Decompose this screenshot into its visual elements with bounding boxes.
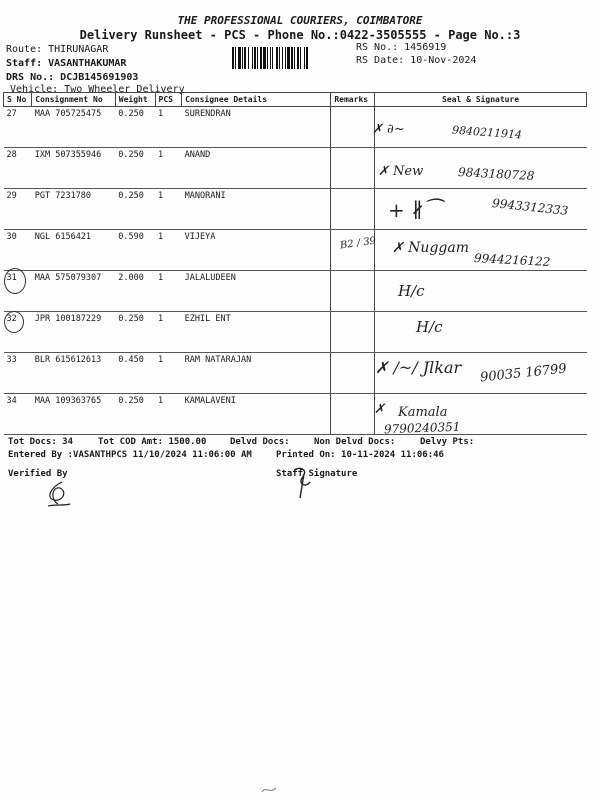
cell-weight: 0.250: [115, 148, 155, 189]
cell-consignee: RAM NATARAJAN: [182, 353, 331, 394]
stray-mark: [258, 782, 282, 796]
cell-pcs: 1: [155, 312, 182, 353]
handwritten-signature: H/c: [398, 282, 425, 300]
handwritten-phone: 9790240351: [383, 419, 461, 437]
cell-pcs: 1: [155, 271, 182, 312]
cell-consignment: IXM 507355946: [32, 148, 116, 189]
handwritten-phone: 90035 16799: [479, 361, 568, 386]
staff-signature-mark: [288, 464, 318, 500]
cell-sno: 29: [4, 189, 32, 230]
route-label: Route: THIRUNAGAR: [6, 44, 109, 55]
cell-pcs: 1: [155, 353, 182, 394]
cell-consignee: MANORANI: [182, 189, 331, 230]
cell-sno: 32: [4, 312, 32, 353]
cell-weight: 0.250: [115, 189, 155, 230]
handwritten-phone: 9944216122: [473, 251, 551, 269]
cell-remarks: [331, 353, 375, 394]
cell-weight: 0.450: [115, 353, 155, 394]
cell-consignee: KAMALAVENI: [182, 394, 331, 435]
staff-signature-label: Staff Signature: [276, 469, 358, 479]
col-header-consignment: Consignment No: [32, 93, 116, 107]
cell-pcs: 1: [155, 148, 182, 189]
cell-sno: 30: [4, 230, 32, 271]
cell-sno: 33: [4, 353, 32, 394]
handwritten-signature: ✗ Nuggam: [392, 240, 469, 256]
cell-remarks: [331, 394, 375, 435]
cell-sno: 31: [4, 271, 32, 312]
cell-consignee: EZHIL ENT: [182, 312, 331, 353]
printed-on: Printed On: 10-11-2024 11:06:46: [276, 450, 444, 460]
col-header-pcs: PCS: [155, 93, 182, 107]
drs-label: DRS No.: DCJB145691903: [6, 72, 139, 83]
cell-consignee: SURENDRAN: [182, 107, 331, 148]
cell-weight: 0.250: [115, 394, 155, 435]
col-header-consignee: Consignee Details: [182, 93, 331, 107]
company-title: THE PROFESSIONAL COURIERS, COIMBATORE: [177, 14, 423, 27]
table-header-row: [4, 93, 587, 107]
total-docs: Tot Docs: 34: [8, 437, 74, 447]
col-header-weight: Weight: [115, 93, 155, 107]
cell-signature: [375, 312, 587, 353]
rs-date: RS Date: 10-Nov-2024: [356, 55, 477, 66]
handwritten-signature: ✗ /~/ Jlkar: [375, 358, 462, 377]
cell-weight: 0.250: [115, 107, 155, 148]
table-row: [4, 271, 587, 312]
cell-consignee: VIJEYA: [182, 230, 331, 271]
cell-consignee: JALALUDEEN: [182, 271, 331, 312]
cell-remarks: [331, 107, 375, 148]
vehicle-label: Vehicle: Two Wheeler Delivery: [10, 84, 185, 95]
cell-weight: 0.590: [115, 230, 155, 271]
handwritten-phone: 9840211914: [451, 123, 523, 142]
col-header-sno: S No: [4, 93, 32, 107]
cell-consignment: JPR 100187229: [32, 312, 116, 353]
cell-pcs: 1: [155, 230, 182, 271]
table-row: [4, 394, 587, 435]
non-delivered-docs: Non Delvd Docs:: [314, 437, 396, 447]
cell-sno: 28: [4, 148, 32, 189]
cell-weight: 0.250: [115, 312, 155, 353]
handwritten-signature: ✗: [374, 402, 385, 417]
cell-consignment: BLR 615612613: [32, 353, 116, 394]
cell-consignee: ANAND: [182, 148, 331, 189]
handwritten-phone: 9843180728: [457, 165, 535, 183]
cell-sno: 27: [4, 107, 32, 148]
delivered-docs: Delvd Docs:: [230, 437, 290, 447]
cell-consignment: MAA 575079307: [32, 271, 116, 312]
handwritten-remark: B2 / 39: [339, 235, 377, 252]
verified-by-label: Verified By: [8, 469, 68, 479]
handwritten-signature: H/c: [416, 318, 443, 336]
cell-remarks: [331, 312, 375, 353]
col-header-signature: Seal & Signature: [375, 93, 587, 107]
cell-consignment: PGT 7231780: [32, 189, 116, 230]
cell-sno: 34: [4, 394, 32, 435]
table-row: [4, 312, 587, 353]
rs-number: RS No.: 1456919: [356, 42, 447, 53]
cell-pcs: 1: [155, 107, 182, 148]
cell-remarks: [331, 271, 375, 312]
total-cod-amount: Tot COD Amt: 1500.00: [98, 437, 207, 447]
cell-remarks: [331, 148, 375, 189]
delivery-points: Delvy Pts:: [420, 437, 475, 447]
runsheet-title: Delivery Runsheet - PCS - Phone No.:0422-3505555 - Page No.:3: [79, 28, 521, 42]
cell-consignment: MAA 109363765: [32, 394, 116, 435]
handwritten-signature: ✗ ∂~: [372, 122, 405, 137]
cell-remarks: [331, 189, 375, 230]
handwritten-signature: ✗ New: [378, 164, 424, 179]
cell-weight: 2.000: [115, 271, 155, 312]
cell-consignment: MAA 705725475: [32, 107, 116, 148]
cell-consignment: NGL 6156421: [32, 230, 116, 271]
cell-pcs: 1: [155, 394, 182, 435]
handwritten-circle: [4, 311, 24, 333]
staff-label: Staff: VASANTHAKUMAR: [6, 58, 127, 69]
handwritten-name: Kamala: [398, 405, 448, 420]
handwritten-phone: 9943312333: [491, 196, 569, 218]
cell-pcs: 1: [155, 189, 182, 230]
entered-by: Entered By :VASANTHPCS 11/10/2024 11:06:00 AM: [8, 450, 252, 460]
handwritten-signature: + ∦⁀: [388, 198, 440, 222]
verifier-signature: [40, 478, 80, 512]
handwritten-circle: [4, 268, 26, 294]
col-header-remarks: Remarks: [331, 93, 375, 107]
barcode: [232, 47, 344, 69]
